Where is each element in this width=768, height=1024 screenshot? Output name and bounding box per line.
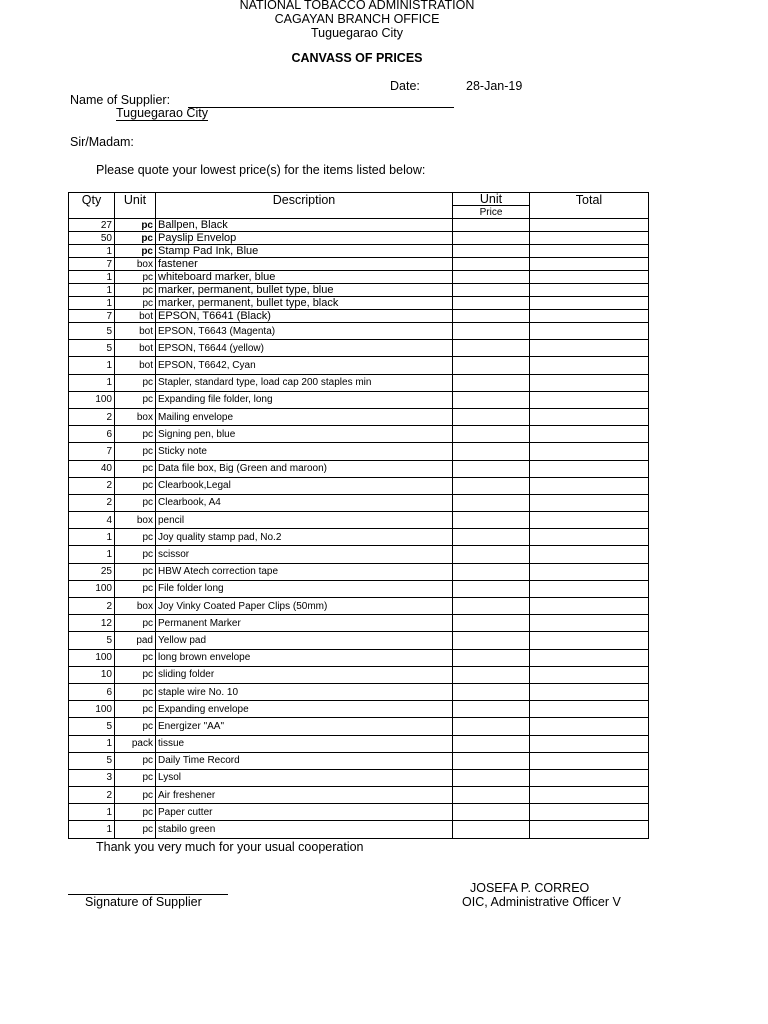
unit-cell: bot bbox=[115, 357, 156, 374]
description-cell: EPSON, T6643 (Magenta) bbox=[156, 323, 453, 340]
table-row bbox=[69, 752, 649, 769]
total-cell[interactable] bbox=[530, 529, 649, 546]
description-cell: scissor bbox=[156, 546, 453, 563]
unit-cell: pc bbox=[115, 580, 156, 597]
total-cell[interactable] bbox=[530, 598, 649, 615]
unit-cell: pc bbox=[115, 391, 156, 408]
total-cell[interactable] bbox=[530, 649, 649, 666]
unit-cell: pc bbox=[115, 443, 156, 460]
unit-cell: pc bbox=[115, 219, 156, 232]
unit-price-cell[interactable] bbox=[453, 580, 530, 597]
total-cell[interactable] bbox=[530, 769, 649, 786]
table-row bbox=[69, 477, 649, 494]
description-cell: Energizer "AA" bbox=[156, 718, 453, 735]
table-row bbox=[69, 512, 649, 529]
qty-cell: 5 bbox=[69, 718, 115, 735]
unit-price-cell[interactable] bbox=[453, 804, 530, 821]
total-cell[interactable] bbox=[530, 787, 649, 804]
description-cell: long brown envelope bbox=[156, 649, 453, 666]
total-cell[interactable] bbox=[530, 323, 649, 340]
table-row bbox=[69, 258, 649, 271]
description-cell: marker, permanent, bullet type, blue bbox=[156, 284, 453, 297]
qty-cell: 40 bbox=[69, 460, 115, 477]
table-row bbox=[69, 821, 649, 838]
header-description: Description bbox=[156, 193, 453, 219]
total-cell[interactable] bbox=[530, 666, 649, 683]
unit-cell: pc bbox=[115, 232, 156, 245]
table-row bbox=[69, 563, 649, 580]
header-qty: Qty bbox=[69, 193, 115, 219]
unit-cell: pc bbox=[115, 374, 156, 391]
total-cell[interactable] bbox=[530, 494, 649, 511]
unit-price-cell[interactable] bbox=[453, 494, 530, 511]
unit-price-cell[interactable] bbox=[453, 529, 530, 546]
qty-cell: 1 bbox=[69, 284, 115, 297]
unit-price-cell[interactable] bbox=[453, 752, 530, 769]
qty-cell: 6 bbox=[69, 426, 115, 443]
unit-cell: pc bbox=[115, 297, 156, 310]
table-row bbox=[69, 323, 649, 340]
unit-price-cell[interactable] bbox=[453, 701, 530, 718]
description-cell: fastener bbox=[156, 258, 453, 271]
description-cell: Permanent Marker bbox=[156, 615, 453, 632]
unit-cell: pc bbox=[115, 426, 156, 443]
total-cell[interactable] bbox=[530, 632, 649, 649]
table-row bbox=[69, 598, 649, 615]
org-name: NATIONAL TOBACCO ADMINISTRATION bbox=[239, 0, 475, 12]
document-title: CANVASS OF PRICES bbox=[291, 51, 423, 65]
description-cell: Joy Vinky Coated Paper Clips (50mm) bbox=[156, 598, 453, 615]
total-cell[interactable] bbox=[530, 408, 649, 425]
table-row bbox=[69, 284, 649, 297]
table-row bbox=[69, 804, 649, 821]
description-cell: marker, permanent, bullet type, black bbox=[156, 297, 453, 310]
unit-price-cell[interactable] bbox=[453, 245, 530, 258]
description-cell: Sticky note bbox=[156, 443, 453, 460]
unit-cell: box bbox=[115, 258, 156, 271]
unit-cell: pc bbox=[115, 615, 156, 632]
unit-cell: bot bbox=[115, 323, 156, 340]
header-total: Total bbox=[530, 193, 649, 219]
qty-cell: 1 bbox=[69, 529, 115, 546]
qty-cell: 1 bbox=[69, 735, 115, 752]
description-cell: EPSON, T6642, Cyan bbox=[156, 357, 453, 374]
unit-price-cell[interactable] bbox=[453, 512, 530, 529]
description-cell: stabilo green bbox=[156, 821, 453, 838]
total-cell[interactable] bbox=[530, 271, 649, 284]
unit-cell: pc bbox=[115, 460, 156, 477]
unit-cell: pc bbox=[115, 284, 156, 297]
qty-cell: 1 bbox=[69, 804, 115, 821]
qty-cell: 2 bbox=[69, 787, 115, 804]
table-row bbox=[69, 735, 649, 752]
unit-price-cell[interactable] bbox=[453, 666, 530, 683]
table-row bbox=[69, 340, 649, 357]
table-row bbox=[69, 701, 649, 718]
unit-price-cell[interactable] bbox=[453, 284, 530, 297]
qty-cell: 4 bbox=[69, 512, 115, 529]
description-cell: EPSON, T6641 (Black) bbox=[156, 310, 453, 323]
qty-cell: 5 bbox=[69, 632, 115, 649]
unit-price-cell[interactable] bbox=[453, 340, 530, 357]
unit-cell: pc bbox=[115, 245, 156, 258]
total-cell[interactable] bbox=[530, 443, 649, 460]
description-cell: Clearbook,Legal bbox=[156, 477, 453, 494]
unit-price-cell[interactable] bbox=[453, 718, 530, 735]
qty-cell: 7 bbox=[69, 310, 115, 323]
table-row bbox=[69, 245, 649, 258]
unit-price-cell[interactable] bbox=[453, 460, 530, 477]
unit-cell: pc bbox=[115, 529, 156, 546]
unit-price-cell[interactable] bbox=[453, 563, 530, 580]
instruction-text: Please quote your lowest price(s) for the items listed below: bbox=[96, 163, 426, 177]
total-cell[interactable] bbox=[530, 718, 649, 735]
description-cell: Lysol bbox=[156, 769, 453, 786]
supplier-name-line bbox=[188, 94, 454, 108]
unit-cell: pc bbox=[115, 666, 156, 683]
unit-cell: pc bbox=[115, 718, 156, 735]
description-cell: Daily Time Record bbox=[156, 752, 453, 769]
unit-cell: pc bbox=[115, 752, 156, 769]
description-cell: Ballpen, Black bbox=[156, 219, 453, 232]
qty-cell: 3 bbox=[69, 769, 115, 786]
description-cell: Joy quality stamp pad, No.2 bbox=[156, 529, 453, 546]
table-row bbox=[69, 408, 649, 425]
description-cell: pencil bbox=[156, 512, 453, 529]
qty-cell: 1 bbox=[69, 821, 115, 838]
table-row bbox=[69, 632, 649, 649]
description-cell: sliding folder bbox=[156, 666, 453, 683]
unit-price-cell[interactable] bbox=[453, 219, 530, 232]
header-unit-price-bottom: Price bbox=[453, 206, 530, 219]
unit-price-cell[interactable] bbox=[453, 271, 530, 284]
table-row bbox=[69, 787, 649, 804]
unit-cell: pc bbox=[115, 683, 156, 700]
table-row bbox=[69, 271, 649, 284]
unit-price-cell[interactable] bbox=[453, 258, 530, 271]
unit-price-cell[interactable] bbox=[453, 374, 530, 391]
total-cell[interactable] bbox=[530, 460, 649, 477]
description-cell: whiteboard marker, blue bbox=[156, 271, 453, 284]
description-cell: Paper cutter bbox=[156, 804, 453, 821]
qty-cell: 1 bbox=[69, 374, 115, 391]
total-cell[interactable] bbox=[530, 752, 649, 769]
total-cell[interactable] bbox=[530, 297, 649, 310]
unit-price-cell[interactable] bbox=[453, 232, 530, 245]
total-cell[interactable] bbox=[530, 374, 649, 391]
total-cell[interactable] bbox=[530, 310, 649, 323]
unit-price-cell[interactable] bbox=[453, 598, 530, 615]
unit-price-cell[interactable] bbox=[453, 443, 530, 460]
unit-cell: pc bbox=[115, 494, 156, 511]
table-row bbox=[69, 443, 649, 460]
unit-cell: pc bbox=[115, 804, 156, 821]
unit-cell: box bbox=[115, 598, 156, 615]
description-cell: HBW Atech correction tape bbox=[156, 563, 453, 580]
qty-cell: 2 bbox=[69, 598, 115, 615]
unit-price-cell[interactable] bbox=[453, 408, 530, 425]
unit-cell: box bbox=[115, 408, 156, 425]
qty-cell: 100 bbox=[69, 391, 115, 408]
description-cell: Mailing envelope bbox=[156, 408, 453, 425]
qty-cell: 2 bbox=[69, 477, 115, 494]
qty-cell: 100 bbox=[69, 580, 115, 597]
unit-cell: pc bbox=[115, 477, 156, 494]
description-cell: Air freshener bbox=[156, 787, 453, 804]
total-cell[interactable] bbox=[530, 391, 649, 408]
table-row bbox=[69, 391, 649, 408]
total-cell[interactable] bbox=[530, 284, 649, 297]
description-cell: Data file box, Big (Green and maroon) bbox=[156, 460, 453, 477]
thank-you-note: Thank you very much for your usual cooperation bbox=[96, 840, 364, 854]
total-cell[interactable] bbox=[530, 219, 649, 232]
table-row bbox=[69, 494, 649, 511]
qty-cell: 5 bbox=[69, 323, 115, 340]
qty-cell: 7 bbox=[69, 443, 115, 460]
qty-cell: 100 bbox=[69, 649, 115, 666]
total-cell[interactable] bbox=[530, 245, 649, 258]
unit-price-cell[interactable] bbox=[453, 615, 530, 632]
unit-cell: pad bbox=[115, 632, 156, 649]
table-row bbox=[69, 232, 649, 245]
description-cell: staple wire No. 10 bbox=[156, 683, 453, 700]
unit-price-cell[interactable] bbox=[453, 769, 530, 786]
description-cell: tissue bbox=[156, 735, 453, 752]
table-row bbox=[69, 769, 649, 786]
qty-cell: 2 bbox=[69, 408, 115, 425]
total-cell[interactable] bbox=[530, 683, 649, 700]
unit-cell: pack bbox=[115, 735, 156, 752]
unit-price-cell[interactable] bbox=[453, 649, 530, 666]
unit-price-cell[interactable] bbox=[453, 821, 530, 838]
table-row bbox=[69, 546, 649, 563]
unit-price-cell[interactable] bbox=[453, 546, 530, 563]
table-row bbox=[69, 529, 649, 546]
header-unit-price-top: Unit bbox=[453, 193, 530, 206]
qty-cell: 12 bbox=[69, 615, 115, 632]
qty-cell: 10 bbox=[69, 666, 115, 683]
total-cell[interactable] bbox=[530, 232, 649, 245]
table-row bbox=[69, 426, 649, 443]
description-cell: Stapler, standard type, load cap 200 staples min bbox=[156, 374, 453, 391]
table-row bbox=[69, 683, 649, 700]
total-cell[interactable] bbox=[530, 512, 649, 529]
qty-cell: 5 bbox=[69, 340, 115, 357]
description-cell: Expanding file folder, long bbox=[156, 391, 453, 408]
unit-cell: pc bbox=[115, 787, 156, 804]
salutation: Sir/Madam: bbox=[70, 135, 134, 149]
total-cell[interactable] bbox=[530, 546, 649, 563]
unit-cell: box bbox=[115, 512, 156, 529]
qty-cell: 1 bbox=[69, 546, 115, 563]
unit-price-cell[interactable] bbox=[453, 357, 530, 374]
total-cell[interactable] bbox=[530, 563, 649, 580]
qty-cell: 5 bbox=[69, 752, 115, 769]
date-value: 28-Jan-19 bbox=[466, 79, 523, 93]
total-cell[interactable] bbox=[530, 735, 649, 752]
city-name: Tuguegarao City bbox=[311, 26, 403, 40]
description-cell: Expanding envelope bbox=[156, 701, 453, 718]
table-row bbox=[69, 580, 649, 597]
total-cell[interactable] bbox=[530, 615, 649, 632]
qty-cell: 1 bbox=[69, 297, 115, 310]
qty-cell: 1 bbox=[69, 271, 115, 284]
unit-price-cell[interactable] bbox=[453, 426, 530, 443]
header-unit: Unit bbox=[115, 193, 156, 219]
table-row bbox=[69, 219, 649, 232]
signatory-name: JOSEFA P. CORREO bbox=[470, 881, 590, 895]
description-cell: Yellow pad bbox=[156, 632, 453, 649]
description-cell: Clearbook, A4 bbox=[156, 494, 453, 511]
qty-cell: 2 bbox=[69, 494, 115, 511]
table-row bbox=[69, 297, 649, 310]
total-cell[interactable] bbox=[530, 580, 649, 597]
table-row bbox=[69, 718, 649, 735]
supplier-label: Name of Supplier: bbox=[70, 93, 171, 107]
unit-cell: bot bbox=[115, 310, 156, 323]
qty-cell: 1 bbox=[69, 245, 115, 258]
table-row bbox=[69, 615, 649, 632]
total-cell[interactable] bbox=[530, 701, 649, 718]
total-cell[interactable] bbox=[530, 426, 649, 443]
unit-price-cell[interactable] bbox=[453, 787, 530, 804]
unit-cell: pc bbox=[115, 271, 156, 284]
table-row bbox=[69, 649, 649, 666]
unit-price-cell[interactable] bbox=[453, 683, 530, 700]
qty-cell: 1 bbox=[69, 357, 115, 374]
description-cell: Payslip Envelop bbox=[156, 232, 453, 245]
qty-cell: 50 bbox=[69, 232, 115, 245]
unit-price-cell[interactable] bbox=[453, 735, 530, 752]
unit-cell: pc bbox=[115, 563, 156, 580]
unit-cell: pc bbox=[115, 546, 156, 563]
unit-price-cell[interactable] bbox=[453, 632, 530, 649]
total-cell[interactable] bbox=[530, 340, 649, 357]
supplier-city: Tuguegarao City bbox=[116, 106, 208, 120]
branch-name: CAGAYAN BRANCH OFFICE bbox=[274, 12, 440, 26]
unit-cell: bot bbox=[115, 340, 156, 357]
qty-cell: 6 bbox=[69, 683, 115, 700]
qty-cell: 7 bbox=[69, 258, 115, 271]
unit-price-cell[interactable] bbox=[453, 477, 530, 494]
qty-cell: 25 bbox=[69, 563, 115, 580]
total-cell[interactable] bbox=[530, 477, 649, 494]
total-cell[interactable] bbox=[530, 804, 649, 821]
description-cell: EPSON, T6644 (yellow) bbox=[156, 340, 453, 357]
unit-cell: pc bbox=[115, 821, 156, 838]
description-cell: Stamp Pad Ink, Blue bbox=[156, 245, 453, 258]
unit-price-cell[interactable] bbox=[453, 297, 530, 310]
table-row bbox=[69, 357, 649, 374]
description-cell: Signing pen, blue bbox=[156, 426, 453, 443]
signature-label: Signature of Supplier bbox=[85, 895, 202, 909]
signatory-position: OIC, Administrative Officer V bbox=[462, 895, 621, 909]
canvass-table bbox=[68, 192, 649, 839]
total-cell[interactable] bbox=[530, 258, 649, 271]
unit-cell: pc bbox=[115, 649, 156, 666]
unit-cell: pc bbox=[115, 769, 156, 786]
table-row bbox=[69, 374, 649, 391]
qty-cell: 100 bbox=[69, 701, 115, 718]
description-cell: File folder long bbox=[156, 580, 453, 597]
table-header-row bbox=[69, 193, 649, 206]
table-row bbox=[69, 666, 649, 683]
qty-cell: 27 bbox=[69, 219, 115, 232]
table-row bbox=[69, 310, 649, 323]
table-row bbox=[69, 460, 649, 477]
unit-price-cell[interactable] bbox=[453, 391, 530, 408]
unit-price-cell[interactable] bbox=[453, 323, 530, 340]
date-label: Date: bbox=[390, 79, 420, 93]
total-cell[interactable] bbox=[530, 821, 649, 838]
unit-price-cell[interactable] bbox=[453, 310, 530, 323]
total-cell[interactable] bbox=[530, 357, 649, 374]
unit-cell: pc bbox=[115, 701, 156, 718]
